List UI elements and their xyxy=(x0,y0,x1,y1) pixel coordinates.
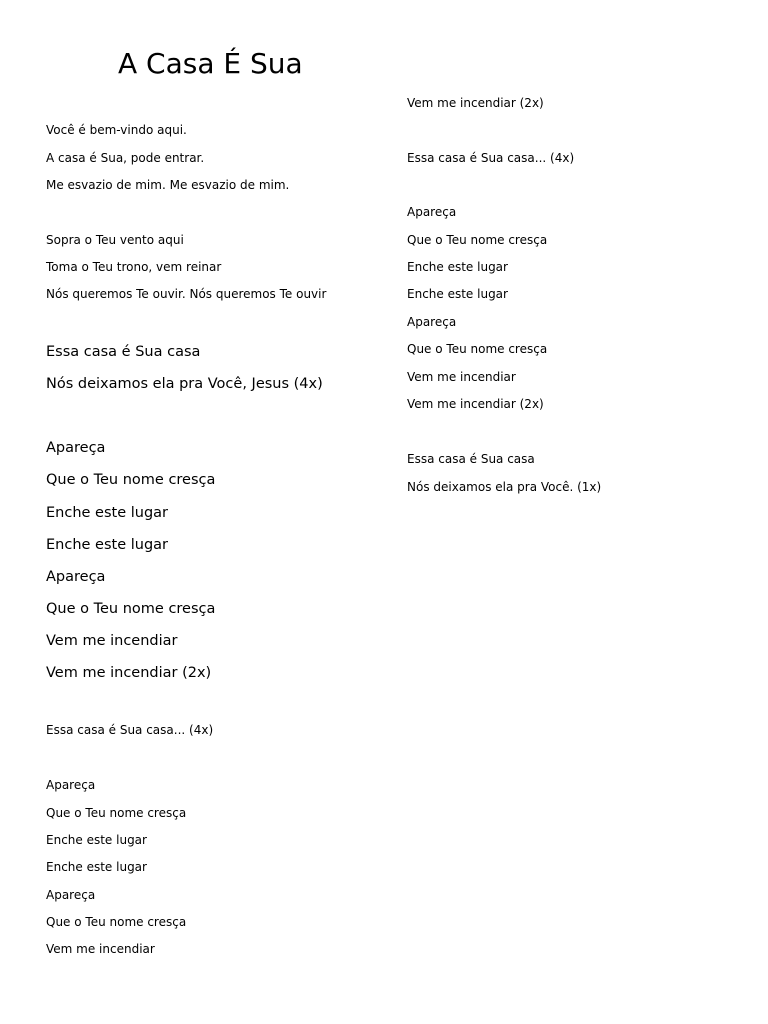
lyric-line: A casa é Sua, pode entrar. xyxy=(46,151,205,165)
lyric-line: Apareça xyxy=(46,778,96,792)
lyric-line: Essa casa é Sua casa... (4x) xyxy=(46,723,214,737)
lyric-line: Apareça xyxy=(407,315,457,329)
lyric-line: Enche este lugar xyxy=(46,537,169,553)
lyric-line: Apareça xyxy=(46,888,96,902)
lyric-line: Toma o Teu trono, vem reinar xyxy=(46,260,222,274)
lyric-line: Que o Teu nome cresça xyxy=(46,601,216,617)
lyric-line: Que o Teu nome cresça xyxy=(407,233,548,247)
lyric-line: Essa casa é Sua casa... (4x) xyxy=(407,151,575,165)
lyric-line: Vem me incendiar xyxy=(46,942,155,956)
lyric-line: Você é bem-vindo aqui. xyxy=(46,123,187,137)
lyric-line: Vem me incendiar xyxy=(46,633,178,649)
lyric-line: Apareça xyxy=(46,569,106,585)
song-title: A Casa É Sua xyxy=(118,47,303,80)
lyric-line: Vem me incendiar (2x) xyxy=(46,665,212,681)
lyric-line: Que o Teu nome cresça xyxy=(46,915,187,929)
lyric-line: Vem me incendiar (2x) xyxy=(407,96,544,110)
lyric-line: Enche este lugar xyxy=(46,860,147,874)
lyric-line: Que o Teu nome cresça xyxy=(46,806,187,820)
lyric-line: Apareça xyxy=(46,440,106,456)
lyric-line: Enche este lugar xyxy=(407,287,508,301)
lyric-line: Enche este lugar xyxy=(46,505,169,521)
lyric-line: Apareça xyxy=(407,205,457,219)
lyric-line: Que o Teu nome cresça xyxy=(46,472,216,488)
lyric-line: Sopra o Teu vento aqui xyxy=(46,233,184,247)
lyric-line: Vem me incendiar xyxy=(407,370,516,384)
lyric-line: Enche este lugar xyxy=(46,833,147,847)
lyric-line: Nós deixamos ela pra Você, Jesus (4x) xyxy=(46,376,323,392)
lyric-line: Essa casa é Sua casa xyxy=(407,452,535,466)
lyric-line: Nós deixamos ela pra Você. (1x) xyxy=(407,480,602,494)
lyric-line: Que o Teu nome cresça xyxy=(407,342,548,356)
lyric-line: Nós queremos Te ouvir. Nós queremos Te ouvir xyxy=(46,287,327,301)
lyric-line: Enche este lugar xyxy=(407,260,508,274)
lyric-line: Me esvazio de mim. Me esvazio de mim. xyxy=(46,178,290,192)
lyric-line: Vem me incendiar (2x) xyxy=(407,397,544,411)
lyric-line: Essa casa é Sua casa xyxy=(46,344,201,360)
